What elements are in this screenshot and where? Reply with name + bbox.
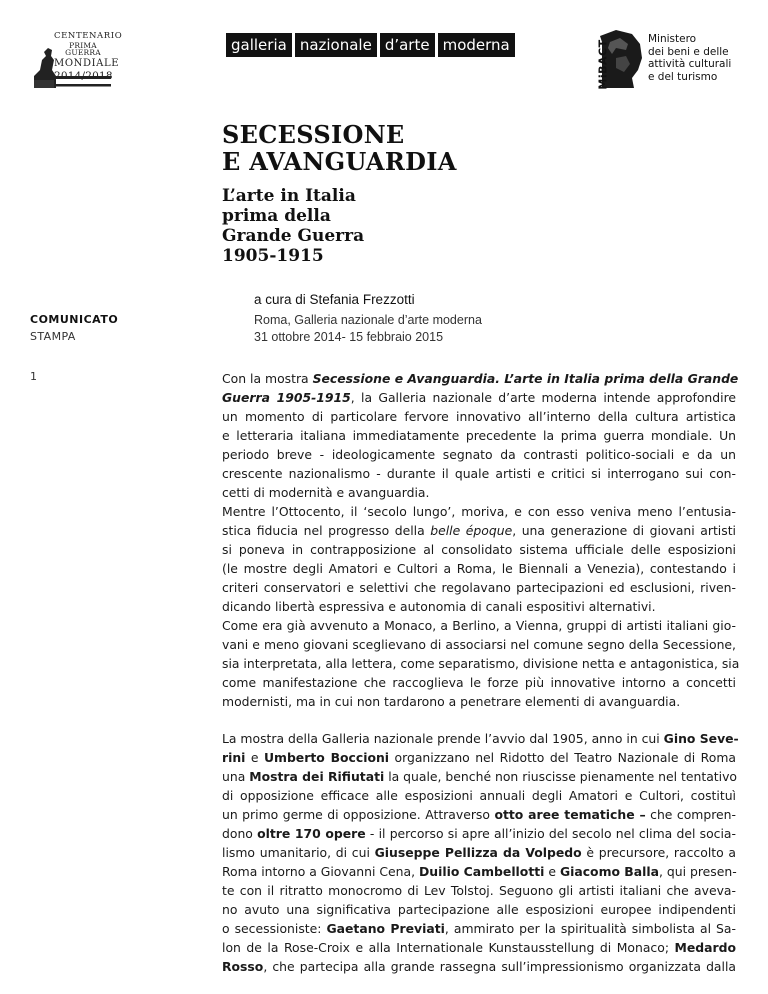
artist-name: Rosso xyxy=(222,959,264,974)
p2-line xyxy=(222,862,736,881)
gnam-word-galleria: galleria xyxy=(226,33,292,57)
p2-line xyxy=(222,824,736,843)
italic-term: belle époque xyxy=(430,523,513,538)
venue-location: Roma, Galleria nazionale d’arte moderna xyxy=(254,313,482,327)
p1-line: come manifestazione che raccoglieva le forze più innovative intorno a concetti xyxy=(222,675,736,690)
title-line-2: E AVANGUARDIA xyxy=(222,147,457,176)
gnam-logo xyxy=(226,33,515,57)
gnam-word-moderna: moderna xyxy=(438,33,515,57)
p1-line xyxy=(222,521,736,540)
p1-line: cetti di modernità e avanguardia. xyxy=(222,485,430,500)
centenario-line-2: PRIMA GUERRA xyxy=(65,40,101,57)
text-run: Roma intorno a Giovanni Cena, xyxy=(222,864,419,879)
subtitle-line-4: 1905-1915 xyxy=(222,246,324,266)
text-run: e xyxy=(245,750,264,765)
text-run: o secessioniste: xyxy=(222,921,327,936)
venue-dates: 31 ottobre 2014- 15 febbraio 2015 xyxy=(254,330,444,344)
venue-info xyxy=(254,312,482,346)
p2-line: di opposizione efficace alle esposizioni annuali degli Amatori e Cultori, costituì xyxy=(222,788,736,803)
text-run: , la Galleria nazionale d’arte moderna intende approfondire xyxy=(350,390,737,405)
text-run: , una generazione di giovani artisti xyxy=(512,523,736,538)
text-run: , qui presen- xyxy=(658,864,737,879)
subtitle-line-3: Grande Guerra xyxy=(222,226,365,246)
curator-credit: a cura di Stefania Frezzotti xyxy=(254,292,415,307)
text-run: che compren- xyxy=(645,807,736,822)
text-run: Con la mostra xyxy=(222,371,313,386)
title-line-1: SECESSIONE xyxy=(222,120,405,149)
p1-line xyxy=(222,369,739,388)
artist-name: Duilio Cambellotti xyxy=(419,864,545,879)
exhibition-name: Mostra dei Rifiutati xyxy=(249,769,385,784)
document-title xyxy=(222,121,457,175)
exhibition-title-part-2: Guerra 1905-1915 xyxy=(222,390,351,405)
p1-line: un momento di particolare fervore innovativo all’interno della cultura artistica xyxy=(222,409,736,424)
ministero-line-1: Ministero xyxy=(648,33,697,45)
p2-line xyxy=(222,843,736,862)
ministero-line-4: e del turismo xyxy=(648,70,718,83)
subtitle-line-1: L’arte in Italia xyxy=(222,186,356,206)
p2-line: no avuto una significativa partecipazione alle esposizioni europee indipendenti xyxy=(222,902,736,917)
p1-line: Mentre l’Ottocento, il ‘secolo lungo’, moriva, e con esso veniva meno l’entusia- xyxy=(222,504,736,519)
text-run: organizzano nel Ridotto del Teatro Nazionale di Roma xyxy=(389,750,736,765)
p1-line: si poneva in contrapposizione al consolidato sistema ufficiale delle esposizioni xyxy=(222,542,736,557)
p2-line xyxy=(222,938,736,957)
ministero-text xyxy=(648,33,731,83)
gnam-word-nazionale: nazionale xyxy=(295,33,377,57)
artist-name: Giacomo Balla xyxy=(559,864,659,879)
section-label-stampa: STAMPA xyxy=(30,330,76,343)
p2-line xyxy=(222,805,736,824)
text-run: - il percorso si apre all’inizio del secolo nel clima del socia- xyxy=(365,826,736,841)
ministero-line-2: dei beni e delle xyxy=(648,45,729,58)
p1-line: sia interpretata, alla lettera, come separatismo, divisione netta e antagonistica, sia xyxy=(222,656,740,671)
text-run: , che partecipa alla grande rassegna sull’impressionismo organizzata dalla xyxy=(263,959,736,974)
p1-line: crescente nazionalismo - durante il quale artisti e critici si interrogano sui con- xyxy=(222,466,736,481)
p1-line: (le mostre degli Amatori e Cultori a Roma, le Biennali a Venezia), contestando i xyxy=(222,561,736,576)
artist-name: Umberto Boccioni xyxy=(263,750,390,765)
p2-line xyxy=(222,748,736,767)
highlight: otto aree tematiche – xyxy=(494,807,646,822)
centenario-line-1: CENTENARIO xyxy=(54,31,123,41)
body-text xyxy=(222,369,740,976)
paragraph-1 xyxy=(222,369,740,711)
artist-name: Giuseppe Pellizza da Volpedo xyxy=(374,845,582,860)
p2-line xyxy=(222,767,736,786)
p2-line xyxy=(222,957,736,976)
centenario-text xyxy=(54,30,123,82)
p2-line xyxy=(222,919,736,938)
text-run: lon de la Rose-Croix e alla Internationale Kunstausstellung di Monaco; xyxy=(222,940,675,955)
p1-line: dicando libertà espressiva e autonomia di canali espositivi alternativi. xyxy=(222,599,656,614)
ministero-line-3: attività culturali xyxy=(648,58,732,71)
centenario-logo xyxy=(32,30,123,90)
page-number: 1 xyxy=(30,370,37,383)
subtitle-line-2: prima della xyxy=(222,206,331,226)
highlight: oltre 170 opere xyxy=(257,826,366,841)
p1-line: e letteraria italiana immediatamente precedente la prima guerra mondiale. Un xyxy=(222,428,736,443)
text-run: è precursore, raccolto a xyxy=(581,845,737,860)
artist-name: Medardo xyxy=(674,940,736,955)
artist-name: rini xyxy=(222,750,246,765)
exhibition-title-part-1: Secessione e Avanguardia. L’arte in Italia prima della Grande xyxy=(312,371,739,386)
artist-name: Gino Seve- xyxy=(663,731,739,746)
text-run: lismo umanitario, di cui xyxy=(222,845,375,860)
text-run: la quale, benché non riuscisse pienamente nel tentativo xyxy=(384,769,737,784)
text-run: La mostra della Galleria nazionale prende l’avvio dal 1905, anno in cui xyxy=(222,731,664,746)
mibact-wordmark xyxy=(590,39,610,90)
mibact-label: MiBACT xyxy=(596,39,610,90)
document-subtitle xyxy=(222,186,364,266)
p1-line: vani e meno giovani sceglievano di associarsi nel comune segno della Secessione, xyxy=(222,637,736,652)
text-run: un primo germe di opposizione. Attraverso xyxy=(222,807,495,822)
artist-name: Gaetano Previati xyxy=(326,921,445,936)
p1-line xyxy=(222,388,736,407)
section-label-comunicato: COMUNICATO xyxy=(30,313,119,326)
p1-line: criteri conservatori e selettivi che regolavano partecipazioni ed esclusioni, riven- xyxy=(222,580,736,595)
text-run: una xyxy=(222,769,250,784)
text-run: , ammirato per la spiritualità simbolista al Sa- xyxy=(444,921,736,936)
p1-line: modernisti, ma in cui non tardarono a penetrare elementi di avanguardia. xyxy=(222,694,681,709)
p2-line xyxy=(222,729,739,748)
text-run: dono xyxy=(222,826,258,841)
centenario-line-4: 2014/2018 xyxy=(54,69,113,82)
text-run: e xyxy=(544,864,560,879)
text-run: stica fiducia nel progresso della xyxy=(222,523,431,538)
paragraph-2 xyxy=(222,729,739,976)
p1-line: periodo breve - ideologicamente segnato da contrasti politico-sociali e da un xyxy=(222,447,736,462)
p1-line: Come era già avvenuto a Monaco, a Berlino, a Vienna, gruppi di artisti italiani gio- xyxy=(222,618,736,633)
gnam-word-darte: d’arte xyxy=(380,33,435,57)
p2-line: te con il ritratto monocromo di Lev Tolstoj. Seguono gli artisti italiani che aveva- xyxy=(222,883,736,898)
centenario-line-3: MONDIALE xyxy=(54,57,120,69)
